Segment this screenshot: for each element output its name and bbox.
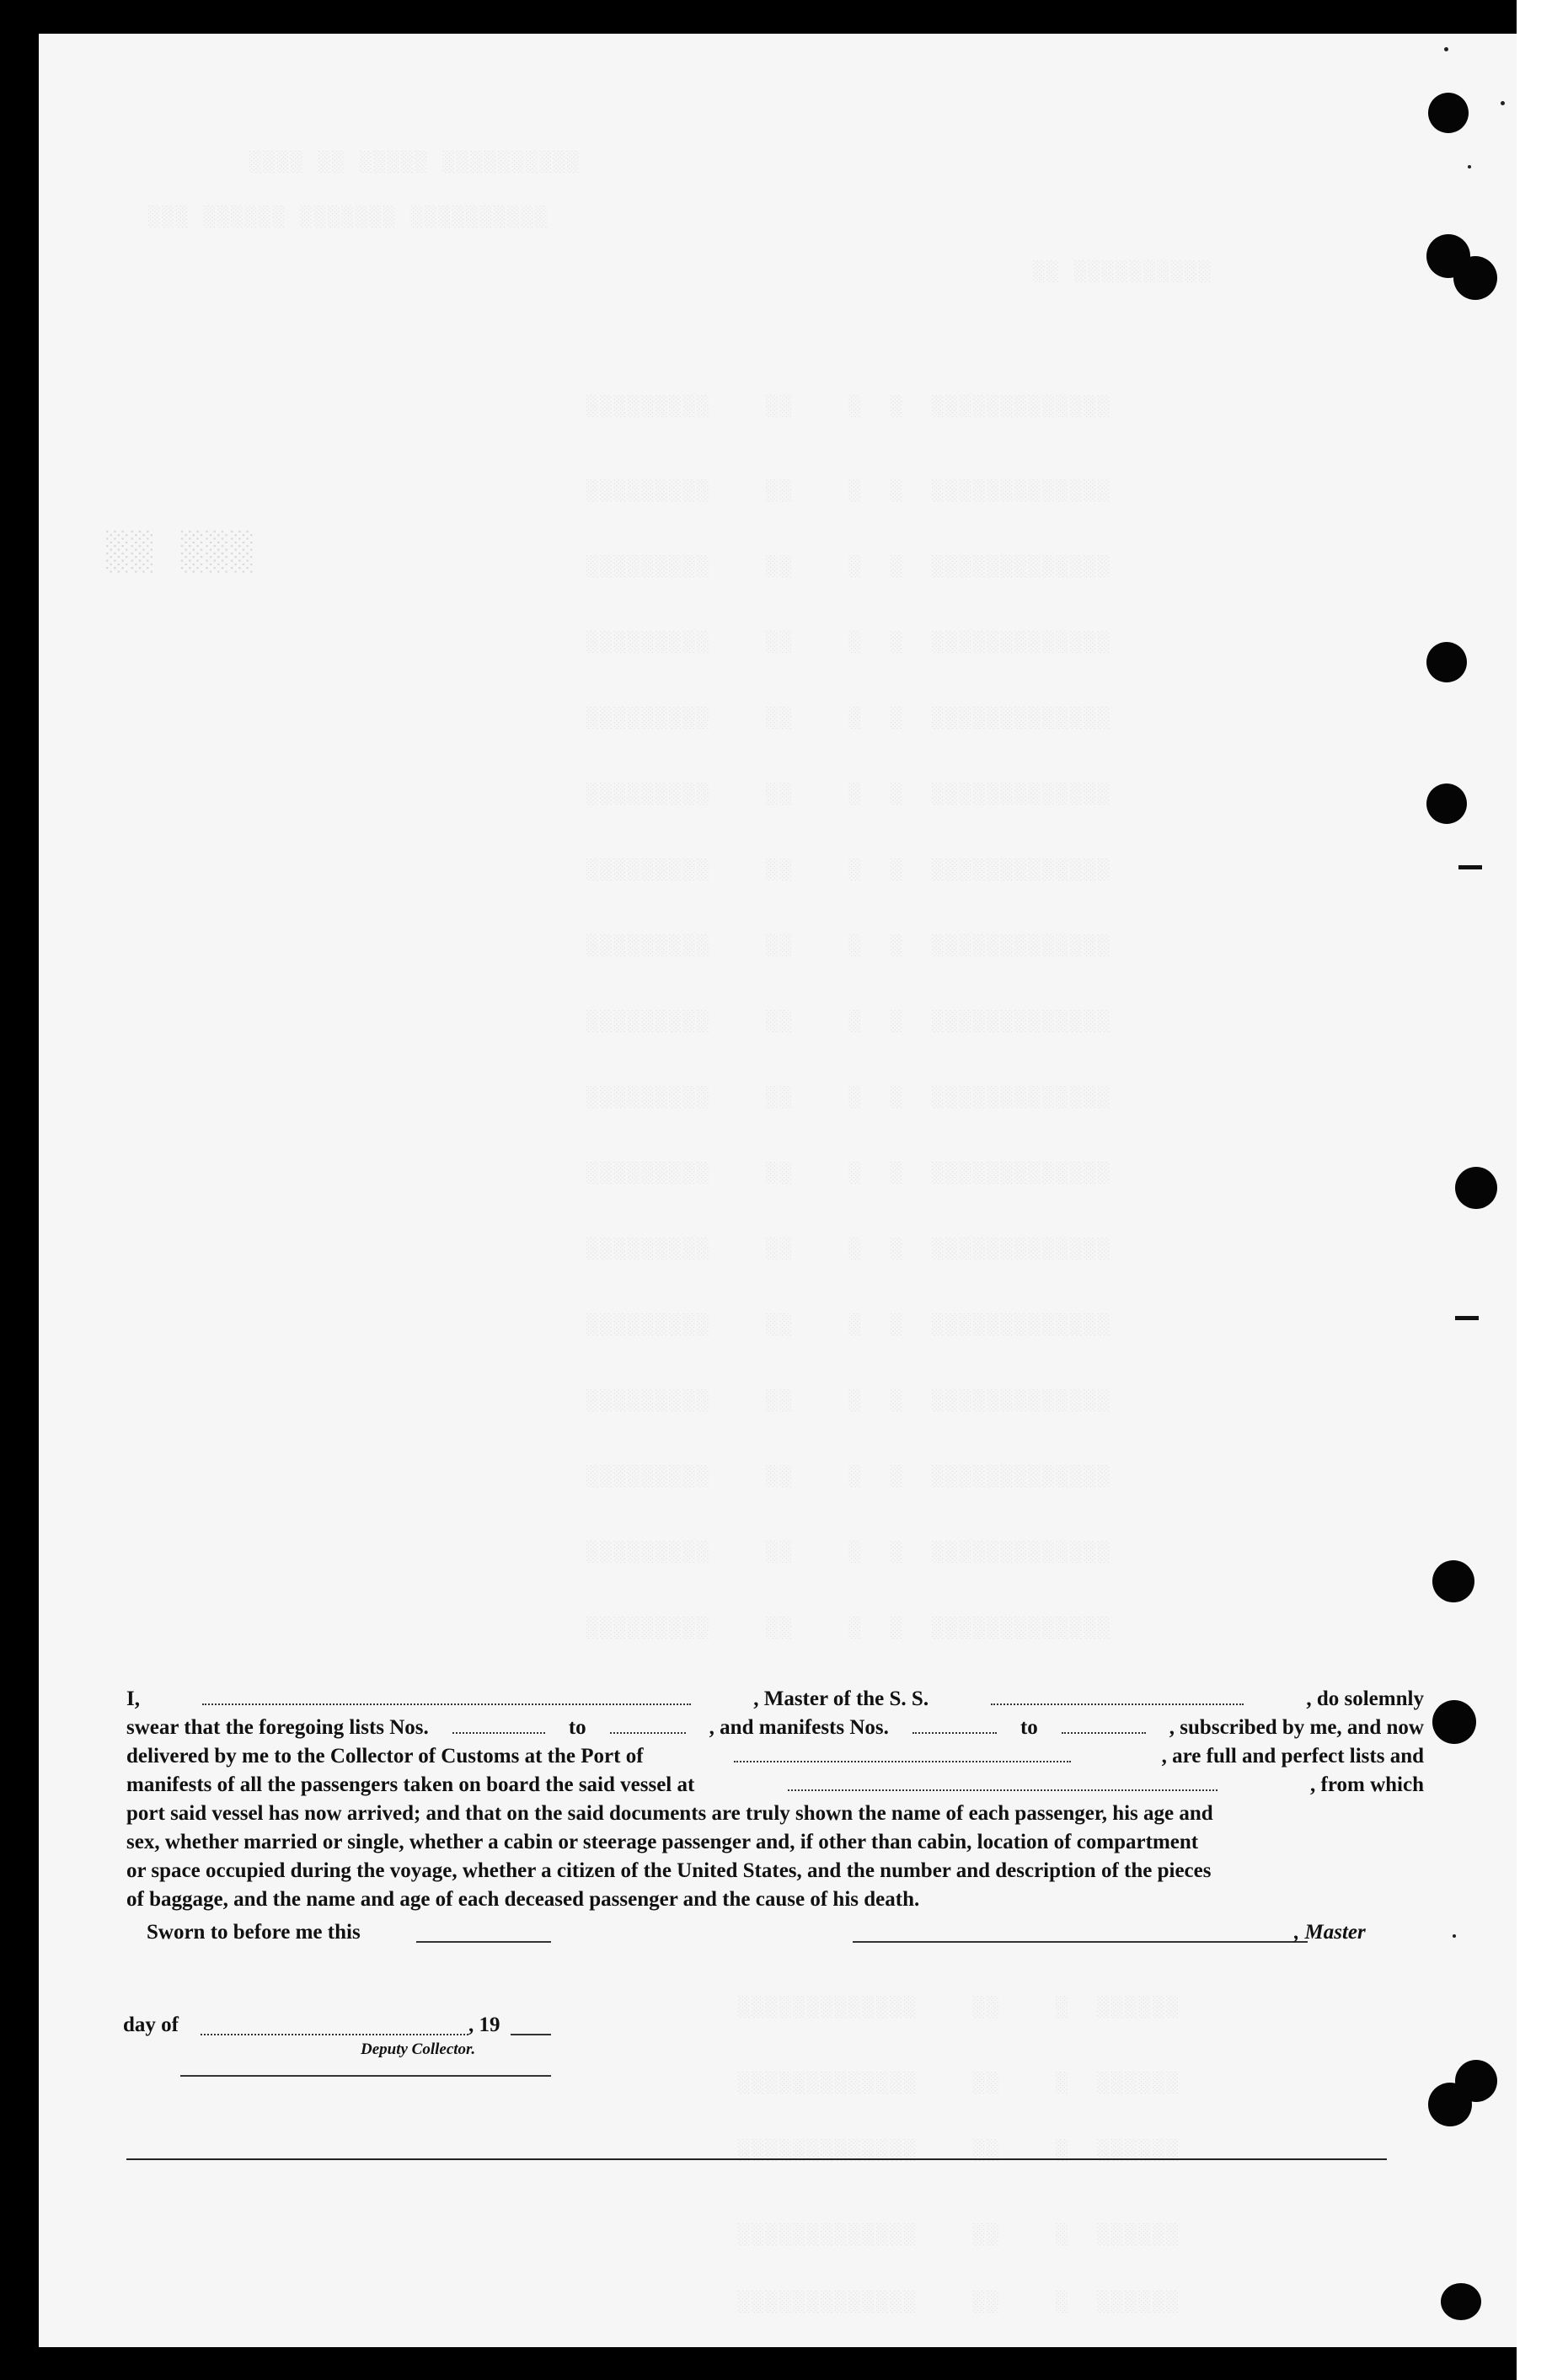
oath-text-line-8: of baggage, and the name and age of each deceased passenger and the cause of his death. xyxy=(126,1888,920,1911)
manifests-to-field[interactable] xyxy=(1062,1715,1146,1734)
lists-to-field[interactable] xyxy=(610,1715,686,1734)
sworn-label: Sworn to before me this xyxy=(147,1921,361,1944)
bleed-through-text: ░░░░░░░░░░░░░ ░░ ░ ░░░░░░ xyxy=(738,2072,1180,2095)
bleed-through-text: ░░░░░░░░░ ░░ ░ ░ ░░░░░░░░░░░░░ xyxy=(586,1466,1112,1489)
oath-line-6 xyxy=(126,1828,1424,1857)
punch-hole-icon xyxy=(1426,784,1467,824)
oath-port-label: delivered by me to the Collector of Customs at the Port of xyxy=(126,1745,644,1768)
oath-to-label-1: to xyxy=(568,1716,586,1739)
oath-text-line-6: sex, whether married or single, whether a cabin or steerage passenger and, if other than cabin, location of compartment xyxy=(126,1831,1199,1853)
oath-line-8 xyxy=(126,1885,1424,1914)
bleed-through-text: ░░░░░░░░░ ░░ ░ ░ ░░░░░░░░░░░░░ xyxy=(586,1542,1112,1564)
bleed-through-text: ░░░░░░░░░░░░░ ░░ ░ ░░░░░░ xyxy=(738,2140,1180,2163)
edge-speck xyxy=(1444,47,1448,51)
bleed-through-text: ░░░░░░░░░ ░░ ░ ░ ░░░░░░░░░░░░░ xyxy=(586,1618,1112,1640)
bleed-through-text: ░░░░░░░░░░░░░ ░░ ░ ░░░░░░ xyxy=(738,2224,1180,2247)
oath-from-which-label: , from which xyxy=(1310,1773,1424,1796)
bleed-through-text: ░░░ ░░░░░░ ░░░░░░░ ░░░░░░░░░░ xyxy=(148,206,549,229)
bleed-through-text: ░░░░░░░░░ ░░ ░ ░ ░░░░░░░░░░░░░ xyxy=(586,935,1112,958)
year-label: , 19 xyxy=(468,2014,500,2036)
bleed-through-text: ░░░░░░░░░ ░░ ░ ░ ░░░░░░░░░░░░░ xyxy=(586,1314,1112,1337)
bleed-through-text: ░░ ░░░░░░░░░░ xyxy=(1033,261,1213,284)
bleed-through-text: ░░░░░░░░░░░░░ ░░ ░ ░░░░░░ xyxy=(738,2292,1180,2314)
punch-hole-icon xyxy=(1432,1700,1476,1744)
edge-mark xyxy=(1455,1316,1479,1320)
ship-name-field[interactable] xyxy=(991,1687,1244,1705)
bleed-through-text: ░░░░░░░░░ ░░ ░ ░ ░░░░░░░░░░░░░ xyxy=(586,1238,1112,1261)
punch-hole-icon xyxy=(1455,1167,1497,1209)
punch-hole-icon xyxy=(1426,642,1467,682)
bleed-through-text: ░░░░░░░░░ ░░ ░ ░ ░░░░░░░░░░░░░ xyxy=(586,396,1112,419)
embarkation-port-field[interactable] xyxy=(788,1773,1217,1791)
punch-hole-icon xyxy=(1432,1560,1474,1602)
bottom-rule xyxy=(126,2158,1387,2160)
manifests-from-field[interactable] xyxy=(912,1715,997,1734)
port-field[interactable] xyxy=(734,1744,1071,1762)
oath-manifests-label: , and manifests Nos. xyxy=(709,1716,889,1739)
bleed-through-text: ░░░░░░░░░ ░░ ░ ░ ░░░░░░░░░░░░░ xyxy=(586,1163,1112,1185)
bleed-through-text: ░░░░░░░░░ ░░ ░ ░ ░░░░░░░░░░░░░ xyxy=(586,1011,1112,1034)
sworn-date-field[interactable] xyxy=(416,1941,551,1943)
bleed-through-text: ░░░░░░░░░ ░░ ░ ░ ░░░░░░░░░░░░░ xyxy=(586,859,1112,882)
bleed-through-stamp: ░░ ░░░ xyxy=(106,531,256,575)
oath-line-7 xyxy=(126,1857,1424,1885)
manifest-page xyxy=(39,34,1517,2347)
bleed-through-text: ░░░░ ░░ ░░░░░ ░░░░░░░░░░ xyxy=(249,152,581,174)
bleed-through-text: ░░░░░░░░░ ░░ ░ ░ ░░░░░░░░░░░░░ xyxy=(586,784,1112,806)
edge-speck xyxy=(1501,101,1505,105)
master-name-field[interactable] xyxy=(202,1687,691,1705)
oath-to-label-2: to xyxy=(1019,1716,1038,1739)
deputy-signature-field[interactable] xyxy=(180,2075,551,2077)
bleed-through-text: ░░░░░░░░░ ░░ ░ ░ ░░░░░░░░░░░░░ xyxy=(586,708,1112,730)
oath-solemnly-label: , do solemnly xyxy=(1306,1687,1424,1710)
oath-paragraph xyxy=(126,1685,1424,1914)
master-signature-field[interactable] xyxy=(853,1941,1308,1943)
bleed-through-text: ░░░░░░░░░ ░░ ░ ░ ░░░░░░░░░░░░░ xyxy=(586,1087,1112,1110)
oath-perfect-label: , are full and perfect lists and xyxy=(1161,1745,1424,1768)
day-of-label: day of xyxy=(123,2014,179,2036)
day-of-field[interactable] xyxy=(201,2034,468,2035)
punch-hole-icon xyxy=(1428,93,1469,133)
edge-mark xyxy=(1458,865,1482,869)
punch-hole-icon xyxy=(1455,2060,1497,2102)
bleed-through-text: ░░░░░░░░░░░░░ ░░ ░ ░░░░░░ xyxy=(738,1997,1180,2019)
oath-text-line-5: port said vessel has now arrived; and that on the said documents are truly shown the name of each passenger, his age and xyxy=(126,1802,1213,1825)
oath-line-1 xyxy=(126,1685,1424,1714)
punch-hole-icon xyxy=(1441,2283,1481,2320)
punch-hole-icon xyxy=(1453,256,1497,300)
oath-line-5 xyxy=(126,1800,1424,1828)
oath-i-label: I, xyxy=(126,1687,140,1710)
master-label: , Master xyxy=(1294,1921,1366,1944)
bleed-through-text: ░░░░░░░░░ ░░ ░ ░ ░░░░░░░░░░░░░ xyxy=(586,1390,1112,1413)
lists-from-field[interactable] xyxy=(452,1715,545,1734)
oath-text-line-7: or space occupied during the voyage, whether a citizen of the United States, and the number and description of the pieces xyxy=(126,1859,1212,1882)
oath-line-3 xyxy=(126,1742,1424,1771)
oath-line-4 xyxy=(126,1771,1424,1800)
edge-speck xyxy=(1468,165,1471,168)
binding-strip xyxy=(1517,0,1568,2380)
bleed-through-text: ░░░░░░░░░ ░░ ░ ░ ░░░░░░░░░░░░░ xyxy=(586,632,1112,655)
oath-line-2 xyxy=(126,1714,1424,1742)
oath-master-label: , Master of the S. S. xyxy=(753,1687,929,1710)
year-field[interactable] xyxy=(511,2034,551,2035)
oath-vessel-label: manifests of all the passengers taken on board the said vessel at xyxy=(126,1773,695,1796)
oath-subscribed-label: , subscribed by me, and now xyxy=(1169,1716,1424,1739)
edge-speck xyxy=(1453,1934,1456,1938)
deputy-collector-label: Deputy Collector. xyxy=(361,2040,476,2058)
oath-lists-label: swear that the foregoing lists Nos. xyxy=(126,1716,429,1739)
bleed-through-text: ░░░░░░░░░ ░░ ░ ░ ░░░░░░░░░░░░░ xyxy=(586,556,1112,579)
bleed-through-text: ░░░░░░░░░ ░░ ░ ░ ░░░░░░░░░░░░░ xyxy=(586,480,1112,503)
